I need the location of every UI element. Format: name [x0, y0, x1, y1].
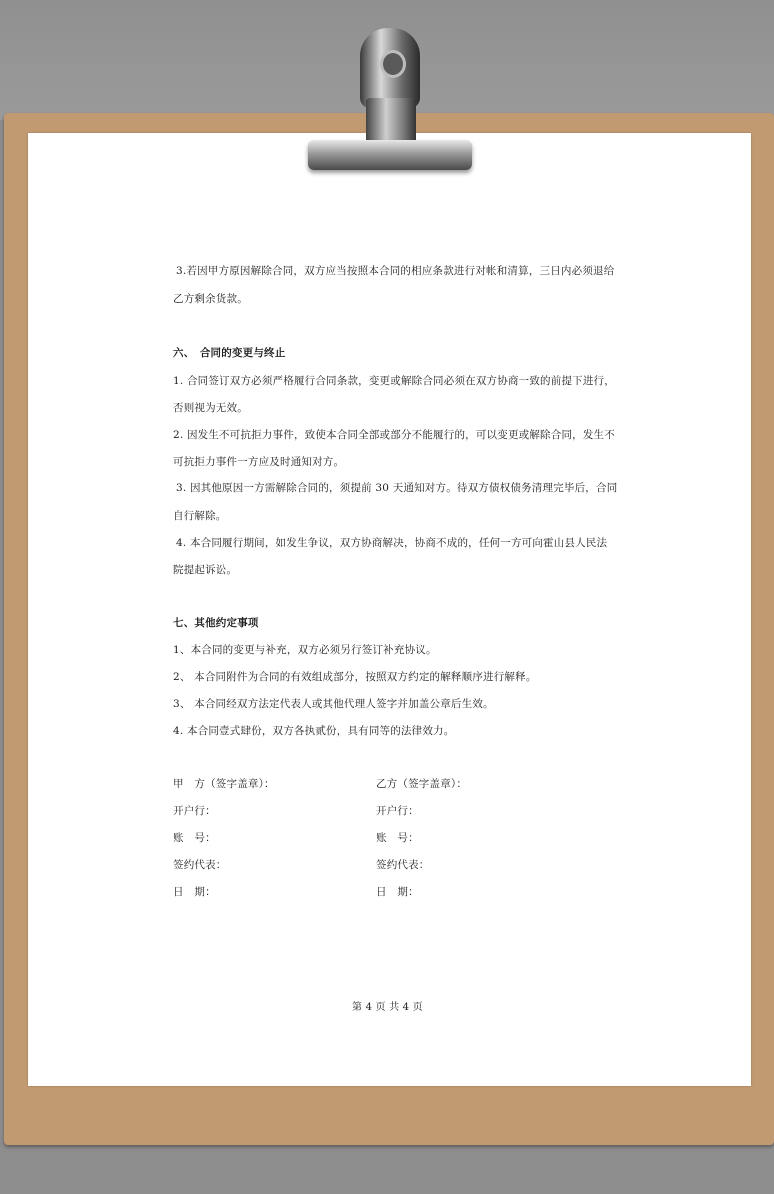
intro-line-1: 3.若因甲方原因解除合同，双方应当按照本合同的相应条款进行对帐和清算，三日内必须退给	[176, 265, 615, 277]
section6-title: 六、 合同的变更与终止	[173, 347, 286, 359]
party-a-date: 日 期：	[173, 886, 216, 898]
party-a-representative: 签约代表：	[173, 859, 227, 871]
intro-line-2: 乙方剩余货款。	[173, 293, 248, 305]
party-b-bank: 开户行：	[376, 805, 419, 817]
page-footer: 第 4 页 共 4 页	[352, 1002, 423, 1013]
party-a-account: 账 号：	[173, 832, 216, 844]
party-a-bank: 开户行：	[173, 805, 216, 817]
party-b-representative: 签约代表：	[376, 859, 430, 871]
section7-item: 3、 本合同经双方法定代表人或其他代理人签字并加盖公章后生效。	[173, 698, 494, 710]
section6-item: 2. 因发生不可抗拒力事件，致使本合同全部或部分不能履行的，可以变更或解除合同，发生不	[173, 429, 615, 441]
section6-item: 可抗拒力事件一方应及时通知对方。	[173, 456, 345, 468]
section7-title: 七、其他约定事项	[173, 617, 259, 629]
party-b-account: 账 号：	[376, 832, 419, 844]
section6-item: 1. 合同签订双方必须严格履行合同条款，变更或解除合同必须在双方协商一致的前提下进行，	[173, 375, 615, 387]
section6-item: 否则视为无效。	[173, 402, 248, 414]
section7-item: 1、本合同的变更与补充，双方必须另行签订补充协议。	[173, 644, 437, 656]
section6-item: 自行解除。	[173, 510, 227, 522]
section7-item: 4. 本合同壹式肆份，双方各执贰份，具有同等的法律效力。	[173, 725, 455, 737]
party-a-signature: 甲 方（签字盖章）：	[173, 778, 275, 790]
section6-item: 院提起诉讼。	[173, 564, 238, 576]
party-b-signature: 乙方（签字盖章）：	[376, 778, 468, 790]
section6-item: 4. 本合同履行期间，如发生争议，双方协商解决，协商不成的，任何一方可向霍山县人民法	[176, 537, 608, 549]
section6-item: 3. 因其他原因一方需解除合同的，须提前 30 天通知对方。待双方债权债务清理完毕后，合同	[176, 482, 618, 494]
party-b-date: 日 期：	[376, 886, 419, 898]
section7-item: 2、 本合同附件为合同的有效组成部分，按照双方约定的解释顺序进行解释。	[173, 671, 537, 683]
